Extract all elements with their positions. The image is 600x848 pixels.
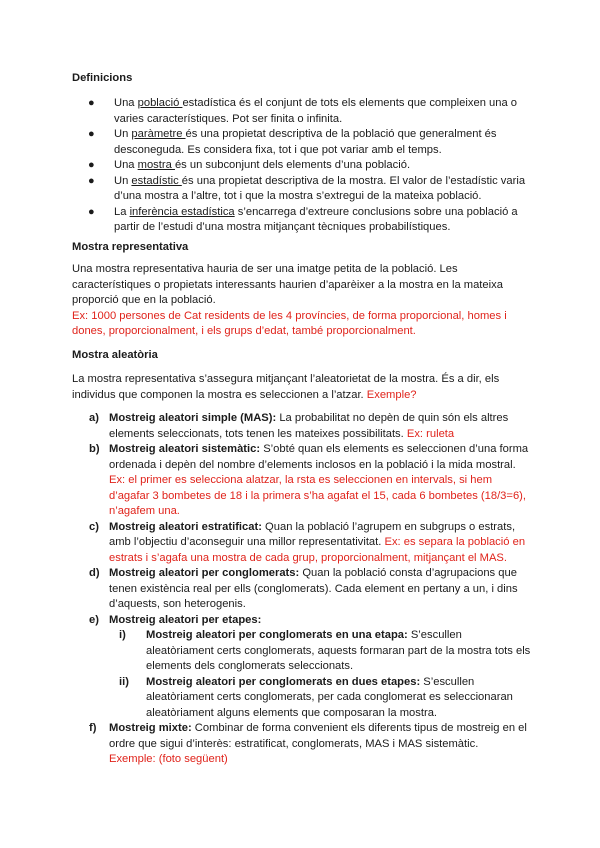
sampling-type-text: S’obté quan els elements es seleccionen d’una forma ordenada i depèn del nombre d’elements inclosos en la població i la mida mostral.: [109, 443, 529, 471]
definition-item: [72, 205, 532, 236]
sampling-type-text: Combinar de forma convenient els diferents tipus de mostreig en el ordre que sigui d’interès: estratificat, conglomerats, MAS i MAS sistemàtic.: [109, 722, 527, 750]
sampling-subtype-text: S’escullen aleatòriament certs conglomerats, per cada conglomerat es seleccionaran aleatòriament alguns elements que composaran la mostra.: [146, 675, 513, 719]
sampling-type-example: Exemple: (foto següent): [109, 753, 228, 765]
random-heading: Mostra aleatòria: [72, 349, 158, 361]
definition-text: és una propietat descriptiva de la població que generalment és desconeguda. Es considera fixa, tot i que pot variar amb el temps.: [114, 128, 497, 156]
definition-prefix: Una: [114, 97, 138, 109]
bullet-icon: ●: [88, 174, 95, 187]
definitions-list-wrapper: [72, 96, 532, 236]
random-body-wrapper: [72, 372, 532, 403]
sampling-type-text: La probabilitat no depèn de quin són els altres elements seleccionats, tots tenen les mateixes possibilitats.: [109, 412, 509, 440]
sampling-subtype-item: [109, 628, 532, 675]
list-marker: i): [119, 629, 126, 641]
definition-prefix: La: [114, 205, 130, 218]
definition-text: s’encarrega d’extreure conclusions sobre una població a partir de l’estudi d’una mostra mitjançant tècniques probabilístiques.: [114, 205, 518, 233]
random-body: [72, 372, 532, 403]
definitions-section: [72, 71, 532, 87]
definition-item: [72, 174, 532, 205]
representative-example: Ex: 1000 persones de Cat residents de les 4 províncies, de forma proporcional, homes i dones, proporcionalment, i els grups d’edat, també proporcionalment.: [72, 309, 507, 337]
definition-prefix: Una: [114, 159, 138, 171]
representative-body: Una mostra representativa hauria de ser una imatge petita de la població. Les característiques o propietats interessants haurien d’aparèixer a la mostra en la mateixa proporció que en la població.: [72, 263, 503, 306]
bullet-icon: ●: [88, 97, 95, 109]
sampling-type-example: Ex: es separa la població en estrats i s’agafa una mostra de cada grup, proporcionalment, mitjançant el MAS.: [109, 536, 526, 564]
definitions-heading: Definicions: [72, 72, 133, 84]
sampling-type-title: Mostreig aleatori sistemàtic:: [109, 443, 261, 455]
list-marker: b): [89, 443, 100, 455]
stage-sampling-sublist: [109, 628, 532, 721]
definition-term: estadístic: [131, 174, 182, 187]
list-marker: f): [89, 722, 97, 734]
definition-text: és una propietat descriptiva de la mostra. El valor de l’estadístic varia d’una mostra a l’altre, tot i que la mostra s’extregui de la mateixa població.: [114, 174, 526, 202]
definition-item: [72, 127, 532, 158]
definition-prefix: Un: [114, 174, 132, 187]
sampling-type-item: [72, 613, 532, 722]
representative-body-wrapper: [72, 262, 532, 340]
random-body-example: Exemple?: [366, 388, 417, 401]
sampling-subtype-item: [109, 675, 532, 722]
sampling-types-wrapper: [72, 411, 532, 768]
list-marker: e): [89, 613, 99, 626]
sampling-type-title: Mostreig aleatori per etapes:: [109, 613, 262, 626]
representative-heading: Mostra representativa: [72, 241, 189, 253]
sampling-type-example: Ex: ruleta: [406, 427, 455, 440]
random-sample-section: [72, 348, 532, 364]
bullet-icon: ●: [88, 159, 95, 171]
bullet-icon: ●: [88, 128, 95, 140]
sampling-subtype-title: Mostreig aleatori per conglomerats en una etapa:: [146, 629, 408, 641]
definition-term: paràmetre: [131, 128, 186, 140]
sampling-type-item: [72, 566, 532, 613]
definition-item: [72, 96, 532, 127]
definition-text: és un subconjunt dels elements d’una població.: [174, 159, 411, 171]
sampling-type-item: [72, 442, 532, 520]
sampling-type-item: [72, 721, 532, 768]
bullet-icon: ●: [88, 205, 95, 218]
definition-term: mostra: [137, 159, 175, 171]
definition-term: població: [137, 97, 183, 109]
definition-term: inferència estadística: [129, 205, 235, 218]
sampling-type-item: [72, 520, 532, 567]
definition-text: estadística és el conjunt de tots els elements que compleixen una o varies característiques. Pot ser finita o infinita.: [114, 97, 518, 125]
definition-prefix: Un: [114, 128, 132, 140]
sampling-type-title: Mostreig mixte:: [109, 722, 192, 734]
sampling-type-example: Ex: el primer es selecciona alatzar, la rsta es seleccionen en intervals, si hem d’agafar 3 bombetes de 18 i la primera s’ha agafat el 15, cada 6 bombetes (18/3=6), n’agafem una.: [109, 474, 526, 517]
sampling-type-item: [72, 411, 532, 442]
sampling-subtype-text: S’escullen aleatòriament certs conglomerats, aquests formaran part de la mostra tots els elements dels conglomerats seleccionats.: [146, 629, 531, 672]
list-marker: ii): [119, 675, 129, 688]
sampling-type-text: Quan la població l’agrupem en subgrups o estrats, amb l’objectiu d’aconseguir una millor representativitat.: [109, 520, 516, 548]
list-marker: d): [89, 567, 100, 579]
sampling-type-title: Mostreig aleatori per conglomerats:: [109, 567, 300, 579]
list-marker: c): [89, 520, 99, 533]
sampling-subtype-title: Mostreig aleatori per conglomerats en dues etapes:: [146, 675, 421, 688]
representative-sample-section: [72, 240, 532, 256]
sampling-type-text: Quan la població consta d’agrupacions que tenen existència real per ells (conglomerats). Cada element en pertany a un, i dins d’aquests, son heterogenis.: [109, 567, 518, 610]
sampling-type-title: Mostreig aleatori estratificat:: [109, 520, 262, 533]
list-marker: a): [89, 412, 99, 424]
random-body-text: La mostra representativa s’assegura mitjançant l’aleatorietat de la mostra. És a dir, els individus que componen la mostra es seleccionen a l’atzar.: [72, 373, 500, 401]
definitions-list: [72, 96, 532, 236]
sampling-types-list: [72, 411, 532, 768]
definition-item: [72, 158, 532, 174]
sampling-type-title: Mostreig aleatori simple (MAS):: [109, 412, 277, 424]
